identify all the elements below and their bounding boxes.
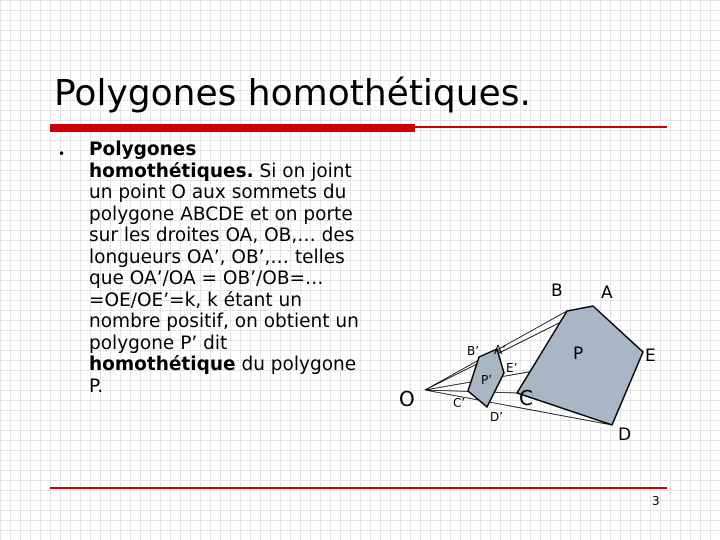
- slide-title: Polygones homothétiques.: [54, 73, 531, 114]
- label-e: E: [645, 346, 656, 366]
- label-p-prime: P’: [481, 373, 493, 387]
- term-homothetique: homothétique: [89, 354, 236, 375]
- label-a: A: [601, 283, 613, 303]
- label-c-prime: C’: [453, 396, 466, 410]
- page-number: 3: [652, 494, 660, 508]
- body-text-part-1: Si on joint un point O aux sommets du polygone ABCDE et on porte sur les droites OA, OB,… des longueurs OA’, OB’,… telles que OA’/OA = OB’/OB=…=OE/OE’=k, k étant un nombre positif, on obtient un polygone P’ dit: [89, 160, 359, 354]
- label-c: C: [519, 386, 533, 410]
- label-o: O: [399, 387, 415, 411]
- label-b-prime: B’: [467, 344, 480, 358]
- polygon-p: [517, 306, 643, 425]
- label-b: B: [551, 281, 563, 301]
- label-e-prime: E’: [506, 361, 518, 375]
- label-d: D: [618, 425, 632, 445]
- body-text-part-2: du polygone P.: [89, 354, 357, 397]
- label-d-prime: D’: [490, 410, 504, 424]
- bullet-marker: •: [58, 147, 66, 161]
- label-a-prime: A’: [494, 343, 507, 357]
- label-p: P: [573, 344, 584, 364]
- lead-bold-text: Polygones homothétiques.: [89, 139, 254, 182]
- footer-rule: [50, 487, 667, 489]
